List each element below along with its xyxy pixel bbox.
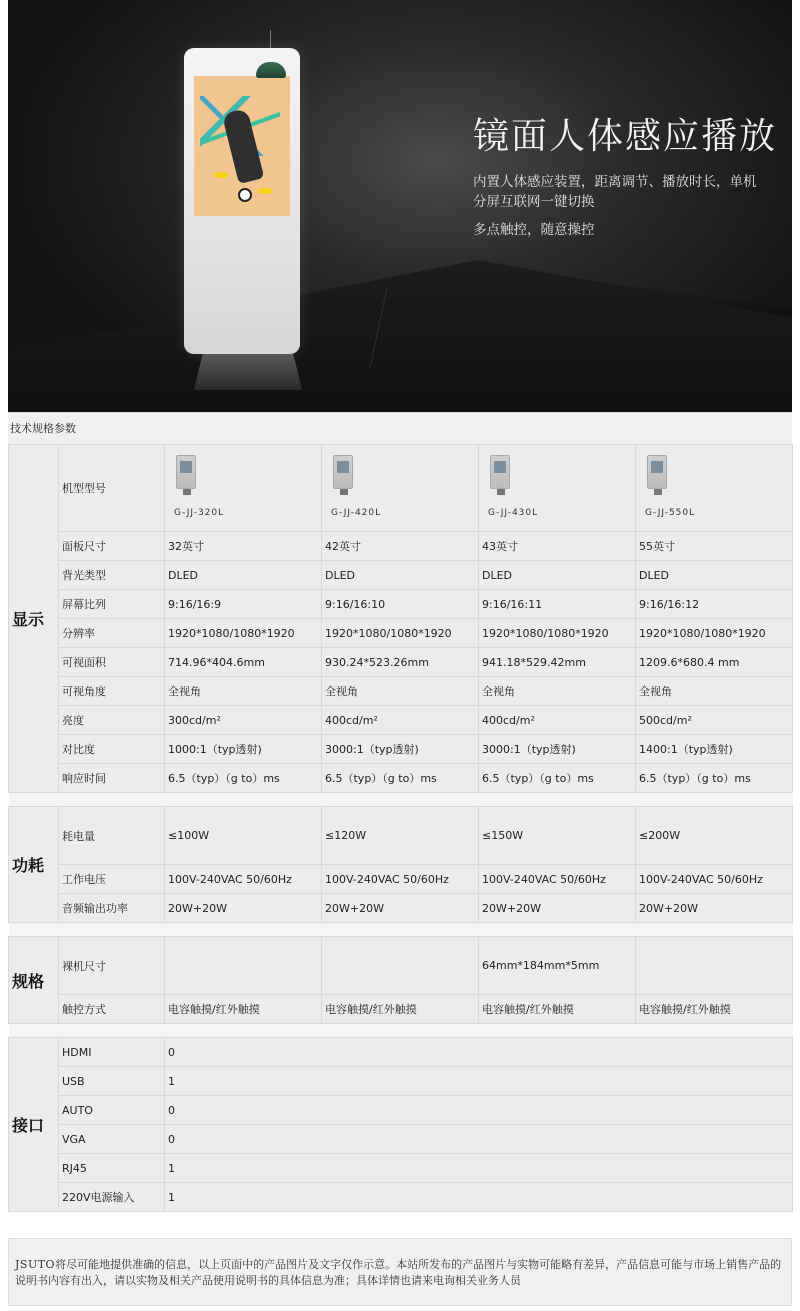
table-row (9, 865, 793, 894)
hero-banner (8, 0, 792, 412)
row-label: 响应时间 (59, 764, 165, 793)
model-card (168, 445, 318, 531)
row-label: 可视面积 (59, 648, 165, 677)
spec-value: 714.96*404.6mm (165, 648, 322, 677)
spec-value: 1 (165, 1154, 793, 1183)
spec-value: ≤150W (479, 807, 636, 865)
table-row (9, 677, 793, 706)
hero-title: 镜面人体感应播放 (473, 116, 778, 157)
row-label: 触控方式 (59, 995, 165, 1024)
spec-value: 9:16/16:9 (165, 590, 322, 619)
hero-description: 内置人体感应装置，距离调节、播放时长，单机分屏互联网一键切换 (473, 174, 757, 210)
spacer-cell (9, 1024, 793, 1038)
group-label-display: 显示 (9, 445, 59, 793)
table-row (9, 1096, 793, 1125)
spec-value: 电容触摸/红外触摸 (479, 995, 636, 1024)
spec-value: 电容触摸/红外触摸 (165, 995, 322, 1024)
row-label: USB (59, 1067, 165, 1096)
spec-value: 3000:1（typ透射) (479, 735, 636, 764)
kiosk-thumbnail-icon (333, 455, 353, 489)
row-label: 耗电量 (59, 807, 165, 865)
model-cell (636, 445, 793, 532)
spec-value (636, 937, 793, 995)
row-label: 机型型号 (59, 445, 165, 532)
row-label: HDMI (59, 1038, 165, 1067)
model-cell (479, 445, 636, 532)
section-spacer (9, 923, 793, 937)
spec-value: 1209.6*680.4 mm (636, 648, 793, 677)
kiosk-thumbnail-icon (647, 455, 667, 489)
row-label: 可视角度 (59, 677, 165, 706)
table-row (9, 764, 793, 793)
model-name: G-JJ-550L (645, 508, 696, 518)
row-label: 220V电源输入 (59, 1183, 165, 1212)
spec-value: 20W+20W (322, 894, 479, 923)
spec-value: 500cd/m² (636, 706, 793, 735)
row-label: AUTO (59, 1096, 165, 1125)
spec-value: 电容触摸/红外触摸 (636, 995, 793, 1024)
table-row (9, 937, 793, 995)
row-label: 工作电压 (59, 865, 165, 894)
spec-value: 1 (165, 1067, 793, 1096)
row-label: 亮度 (59, 706, 165, 735)
spec-value: 1920*1080/1080*1920 (636, 619, 793, 648)
model-cell (165, 445, 322, 532)
spec-value: 0 (165, 1125, 793, 1154)
table-row (9, 894, 793, 923)
table-row (9, 1038, 793, 1067)
spec-value: 6.5（typ）（g to）ms (165, 764, 322, 793)
spec-value: 55英寸 (636, 532, 793, 561)
spec-value: 64mm*184mm*5mm (479, 937, 636, 995)
row-label: 裸机尺寸 (59, 937, 165, 995)
spec-value: DLED (322, 561, 479, 590)
spec-value: 全视角 (322, 677, 479, 706)
spec-value (322, 937, 479, 995)
spec-value: 全视角 (636, 677, 793, 706)
spec-value: 9:16/16:12 (636, 590, 793, 619)
reflection-branch (369, 288, 486, 368)
row-label: 面板尺寸 (59, 532, 165, 561)
row-label: 屏幕比列 (59, 590, 165, 619)
group-label-spec: 规格 (9, 937, 59, 1024)
row-label: VGA (59, 1125, 165, 1154)
model-name: G-JJ-420L (331, 508, 382, 518)
spec-value: 20W+20W (165, 894, 322, 923)
spec-value: ≤100W (165, 807, 322, 865)
kiosk-product-image (184, 48, 300, 354)
spec-value: 6.5（typ）（g to）ms (322, 764, 479, 793)
spec-value: 941.18*529.42mm (479, 648, 636, 677)
spec-value: 6.5（typ）（g to）ms (479, 764, 636, 793)
spec-value: DLED (165, 561, 322, 590)
model-name: G-JJ-320L (174, 508, 225, 518)
row-label: 分辨率 (59, 619, 165, 648)
spec-value: 全视角 (479, 677, 636, 706)
row-label: 对比度 (59, 735, 165, 764)
table-row (9, 1125, 793, 1154)
spec-value (165, 937, 322, 995)
spec-value: 930.24*523.26mm (322, 648, 479, 677)
spec-value: ≤120W (322, 807, 479, 865)
spec-section-title: 技术规格参数 (8, 412, 792, 444)
row-label: RJ45 (59, 1154, 165, 1183)
spec-value: 100V-240VAC 50/60Hz (165, 865, 322, 894)
section-spacer (9, 1024, 793, 1038)
row-label: 音频输出功率 (59, 894, 165, 923)
poster-shoe (214, 172, 228, 178)
spacer-cell (9, 793, 793, 807)
spec-value: 1000:1（typ透射) (165, 735, 322, 764)
spec-value: 电容触摸/红外触摸 (322, 995, 479, 1024)
spec-value: 9:16/16:10 (322, 590, 479, 619)
kiosk-thumbnail-icon (176, 455, 196, 489)
spec-value: ≤200W (636, 807, 793, 865)
spec-value: 1920*1080/1080*1920 (165, 619, 322, 648)
table-row (9, 445, 793, 532)
spec-value: 3000:1（typ透射) (322, 735, 479, 764)
spec-value: 400cd/m² (322, 706, 479, 735)
poster-shoe (258, 188, 272, 194)
group-label-interface: 接口 (9, 1038, 59, 1212)
pendant-lamp (256, 62, 286, 78)
spec-value: 全视角 (165, 677, 322, 706)
spec-value: 9:16/16:11 (479, 590, 636, 619)
table-row (9, 1154, 793, 1183)
group-label-power: 功耗 (9, 807, 59, 923)
brand-name: JSUTO (15, 1258, 56, 1271)
spec-value: DLED (479, 561, 636, 590)
disclaimer-text: 将尽可能地提供准确的信息，以上页面中的产品图片及文字仅作示意。本站所发布的产品图片与实物可能略有差异，产品信息可能与市场上销售产品的说明书内容有出入，请以实物及相关产品使用说明书的具体信息为准；具体详情也请来电询相关业务人员 (15, 1258, 782, 1287)
model-card (325, 445, 475, 531)
spec-value: 0 (165, 1096, 793, 1125)
spec-value: DLED (636, 561, 793, 590)
table-row (9, 648, 793, 677)
poster-ball (238, 188, 252, 202)
table-row (9, 1183, 793, 1212)
spacer-cell (9, 923, 793, 937)
row-label: 背光类型 (59, 561, 165, 590)
table-row (9, 590, 793, 619)
table-row (9, 561, 793, 590)
spec-table (8, 444, 793, 1212)
spec-value: 100V-240VAC 50/60Hz (479, 865, 636, 894)
spec-value: 1 (165, 1183, 793, 1212)
table-row (9, 532, 793, 561)
model-name: G-JJ-430L (488, 508, 539, 518)
hero-description-2: 多点触控，随意操控 (473, 222, 595, 238)
spec-value: 32英寸 (165, 532, 322, 561)
table-row (9, 807, 793, 865)
spec-value: 400cd/m² (479, 706, 636, 735)
spec-value: 20W+20W (479, 894, 636, 923)
spec-value: 42英寸 (322, 532, 479, 561)
kiosk-base (194, 354, 302, 390)
spec-value: 1400:1（typ透射) (636, 735, 793, 764)
table-row (9, 706, 793, 735)
spec-value: 1920*1080/1080*1920 (322, 619, 479, 648)
spec-value: 6.5（typ）（g to）ms (636, 764, 793, 793)
spec-value: 0 (165, 1038, 793, 1067)
spec-value: 100V-240VAC 50/60Hz (636, 865, 793, 894)
kiosk-screen-poster (194, 76, 290, 216)
table-row (9, 1067, 793, 1096)
spec-value: 43英寸 (479, 532, 636, 561)
model-cell (322, 445, 479, 532)
spec-value: 100V-240VAC 50/60Hz (322, 865, 479, 894)
disclaimer-footer (8, 1238, 792, 1306)
spec-value: 300cd/m² (165, 706, 322, 735)
table-row (9, 735, 793, 764)
spec-value: 20W+20W (636, 894, 793, 923)
table-row (9, 995, 793, 1024)
model-card (639, 445, 789, 531)
model-card (482, 445, 632, 531)
spec-value: 1920*1080/1080*1920 (479, 619, 636, 648)
kiosk-thumbnail-icon (490, 455, 510, 489)
section-spacer (9, 793, 793, 807)
table-row (9, 619, 793, 648)
